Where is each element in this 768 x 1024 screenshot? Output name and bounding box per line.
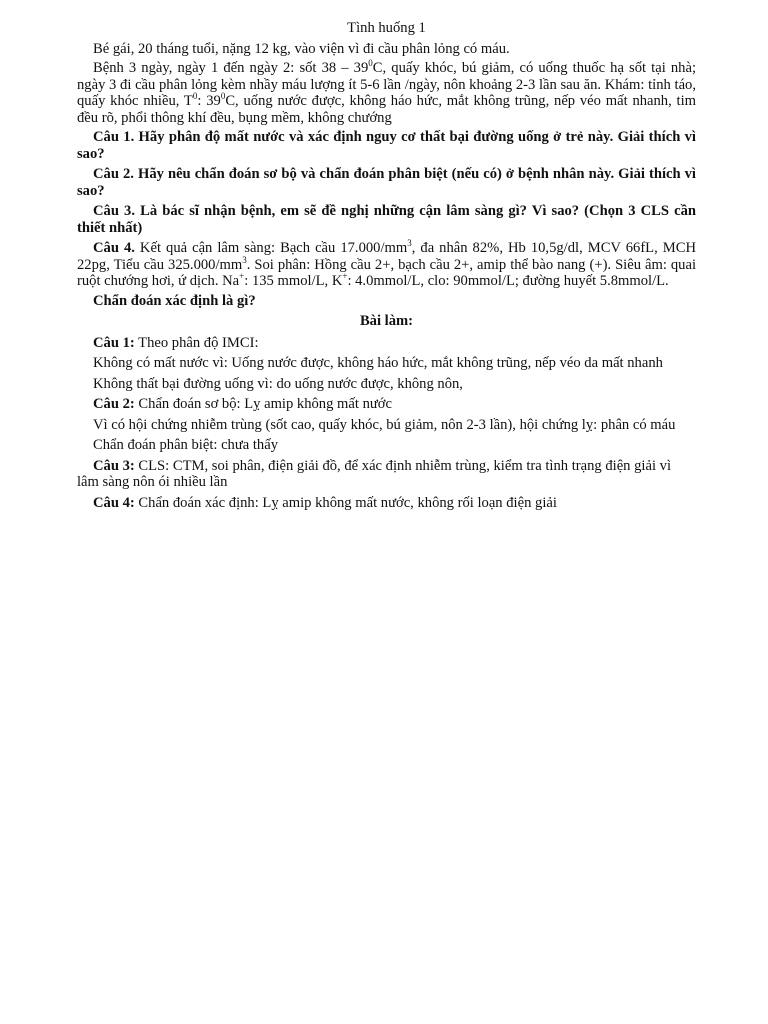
question-4: Câu 4. Kết quả cận lâm sàng: Bạch cầu $17.000/mm^3$, đa nhân 82%, Hb 10,5g/dl, MCV 66fL, MCH 22pg, Tiểu cầu $325.000/mm^3$. Soi phân: Hồng cầu 2+, bạch cầu 2+, amip thể bào nang (+). Siêu âm: quai ruột chướng hơi, ứ dịch. Na+: 135 mmol/L, K+: 4.0mmol/L, clo: 90mmol/L; đường huyết 5.8mmol/L. xyxy=(77,238,697,289)
answer-heading: Bài làm: xyxy=(359,313,414,329)
answer-1-dehydration: Không có mất nước vì: Uống nước được, không háo hức, mắt không trũng, nếp véo da mất nhanh xyxy=(93,355,663,371)
case-intro: Bé gái, 20 tháng tuổi, nặng 12 kg, vào viện vì đi cầu phân lỏng có máu. xyxy=(93,40,510,57)
answer-2-reason: Vì có hội chứng nhiễm trùng (sốt cao, quấy khóc, bú giảm, nôn 2-3 lần), hội chứng lỵ: phân có máu xyxy=(93,416,676,433)
question-2: Câu 2. Hãy nêu chẩn đoán sơ bộ và chẩn đoán phân biệt (nếu có) ở bệnh nhân này. Giải thích vì sao? xyxy=(77,166,696,199)
case-history: Bệnh 3 ngày, ngày 1 đến ngày 2: sốt $38 - 39^0C$, quấy khóc, bú giảm, có uống thuốc hạ sốt tại nhà; ngày 3 đi cầu phân lỏng kèm nhầy máu lượng ít 5-6 lần /ngày, nôn khoảng 2-3 lần sau ăn. Khám: tỉnh táo, quấy khóc nhiều, $T^0$: $39^0C$, uống nước được, không háo hức, mắt không trũng, nếp véo mất nhanh, tim đều rõ, phổi thông khí đều, bụng mềm, không chướng xyxy=(77,58,697,126)
answer-1: Câu 1: Theo phân độ IMCI: xyxy=(93,334,259,351)
answer-2-differential: Chẩn đoán phân biệt: chưa thấy xyxy=(93,437,279,453)
document-title: Tình huống 1 xyxy=(347,20,426,36)
answer-2: Câu 2: Chẩn đoán sơ bộ: Lỵ amip không mất nước xyxy=(93,396,392,412)
question-4-final: Chẩn đoán xác định là gì? xyxy=(93,292,256,309)
answer-3: Câu 3: CLS: CTM, soi phân, điện giải đồ, để xác định nhiễm trùng, kiểm tra tình trạng điện giải vì lâm sàng nôn ói nhiều lần xyxy=(77,457,672,490)
answer-1-oral: Không thất bại đường uống vì: do uống nước được, không nôn, xyxy=(93,375,463,392)
question-3: Câu 3. Là bác sĩ nhận bệnh, em sẽ đề nghị những cận lâm sàng gì? Vì sao? (Chọn 3 CLS cần thiết nhất) xyxy=(77,203,696,236)
answer-4: Câu 4: Chẩn đoán xác định: Lỵ amip không mất nước, không rối loạn điện giải xyxy=(93,494,557,511)
question-1: Câu 1. Hãy phân độ mất nước và xác định nguy cơ thất bại đường uống ở trẻ này. Giải thích vì sao? xyxy=(77,129,696,162)
